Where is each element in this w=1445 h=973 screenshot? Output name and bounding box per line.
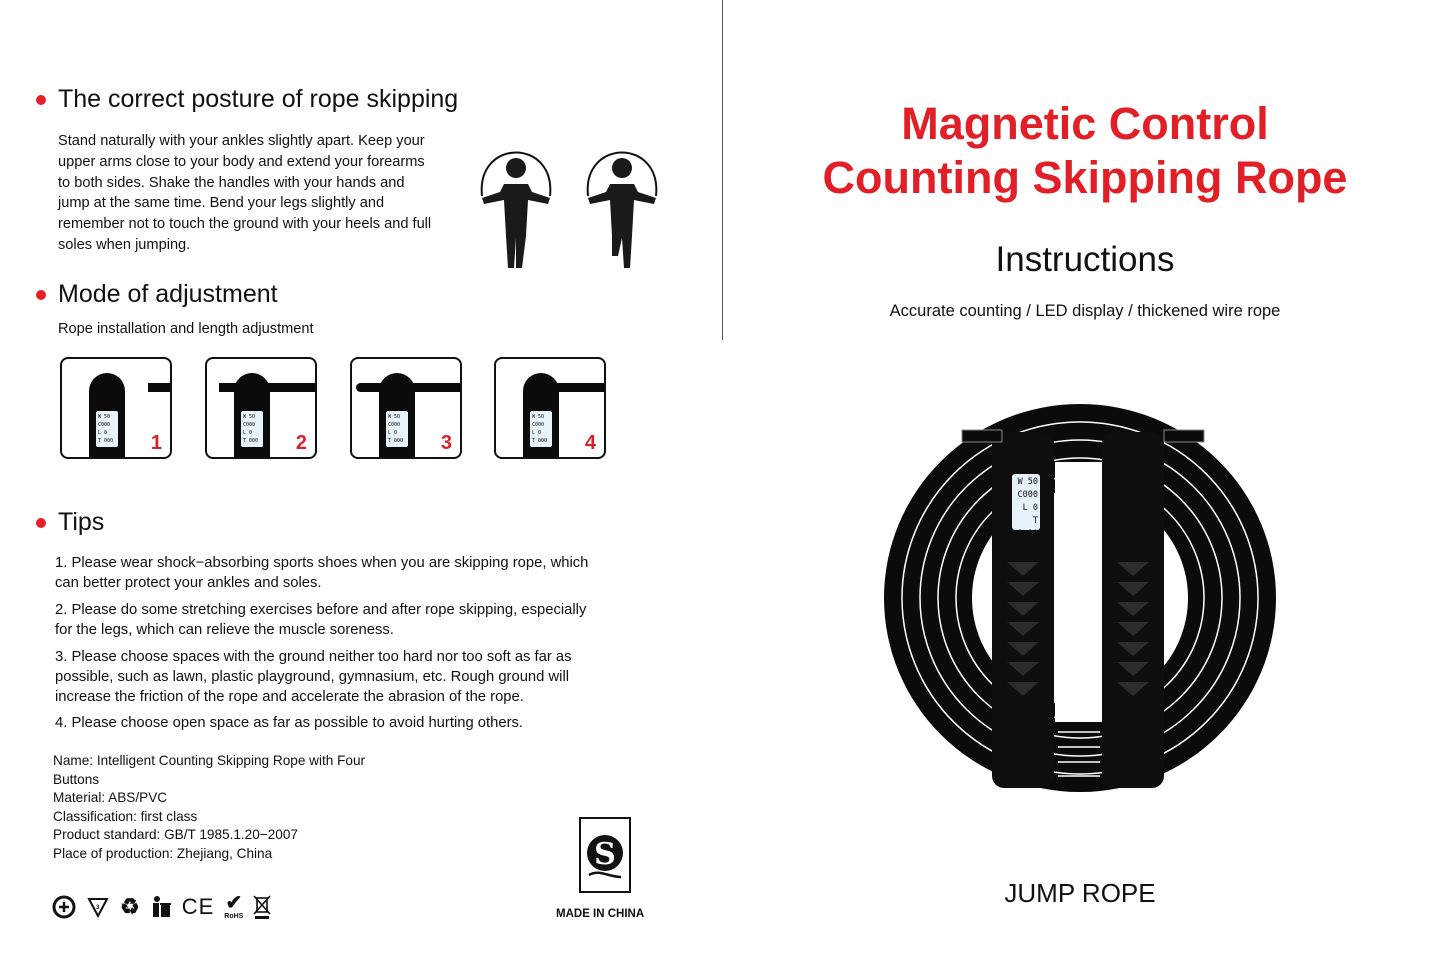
step-number: 2 — [295, 432, 307, 454]
instructions-heading: Instructions — [995, 240, 1175, 279]
jump-rope-footer: JUMP ROPE — [1004, 878, 1156, 908]
figure-both-feet-icon — [482, 153, 551, 269]
bullet-icon — [36, 518, 46, 528]
lcd-display: W 50 C000 L 0 T 000 — [241, 411, 263, 447]
posture-description: Stand naturally with your ankles slightly apart. Keep your upper arms close to your body and extend your forearms to both sides. Shake the handles with your hands and jump at the same time. Bend your legs slightly and remember not to touch the ground with your heels and full soles when jumping. — [58, 133, 432, 253]
rope-segment — [148, 383, 172, 392]
dispose-bin-icon — [150, 895, 172, 919]
qs-logo-icon — [581, 819, 629, 891]
adjustment-step-4 — [494, 357, 606, 459]
cert-mark-icon — [52, 895, 76, 919]
posture-heading: The correct posture of rope skipping — [36, 85, 458, 114]
weee-crossed-bin-icon — [253, 894, 271, 920]
step-number: 1 — [150, 432, 162, 454]
tip-item-4: 4. Please choose open space as far as possible to avoid hurting others. — [55, 715, 524, 731]
step-number: 3 — [440, 432, 452, 454]
jump-rope-product-image — [882, 402, 1278, 794]
shield-mark-icon — [86, 895, 110, 919]
certification-marks — [52, 893, 271, 920]
adjustment-subtitle: Rope installation and length adjustment — [58, 321, 314, 337]
lcd-display: W 50 C000 L 0 T 000 — [386, 411, 408, 447]
bullet-icon — [36, 95, 46, 105]
product-specs: Name: Intelligent Counting Skipping Rope with Four Buttons Material: ABS/PVC Classification: first class Product standard: GB/T 1985.1.20−2007 Place of production: Zhejiang, China — [53, 753, 366, 861]
svg-text:3: 3 — [96, 904, 100, 911]
tip-item-2: 2. Please do some stretching exercises before and after rope skipping, especially for the legs, which can relieve the muscle soreness. — [55, 602, 587, 638]
made-in-label: MADE IN CHINA — [556, 908, 645, 920]
adjustment-step-1 — [60, 357, 172, 459]
bullet-icon — [36, 290, 46, 300]
qs-logo — [579, 817, 631, 893]
lcd-display: W 50 C000 L 0 T 000 — [530, 411, 552, 447]
page-fold-divider — [722, 0, 723, 340]
lcd-display: W 50 C000 L 0 T 000 — [96, 411, 118, 447]
adjustment-heading: Mode of adjustment — [36, 280, 278, 309]
features-line: Accurate counting / LED display / thickened wire rope — [889, 302, 1281, 320]
recycle-icon: ♻ — [120, 893, 140, 919]
adjustment-step-2 — [205, 357, 317, 459]
product-lcd-display: W 50 C000 L 0 T 0:00 — [1012, 474, 1040, 530]
title-line-2: Counting Skipping Rope — [822, 152, 1348, 203]
ce-mark: CE — [181, 893, 215, 919]
checkmark-icon: ✔ — [225, 892, 243, 914]
tip-item-3: 3. Please choose spaces with the ground neither too hard nor too soft as far as possible, such as lawn, plastic playground, gymnasium, etc. Rough ground will increase the friction of the rope and accelerate the abrasion of the rope. — [55, 649, 572, 705]
figure-alternate-feet-icon — [588, 153, 657, 269]
tips-heading: Tips — [36, 508, 104, 537]
rohs-mark: ✔ RoHS — [224, 892, 244, 920]
svg-text:S: S — [594, 837, 616, 872]
step-number: 4 — [584, 432, 596, 454]
coiled-rope-icon — [882, 402, 1278, 794]
title-line-1: Magnetic Control — [901, 98, 1269, 149]
adjustment-step-3 — [350, 357, 462, 459]
jumping-figures-illustration — [470, 118, 670, 278]
tip-item-1: 1. Please wear shock−absorbing sports shoes when you are skipping rope, which can better protect your ankles and soles. — [55, 555, 589, 591]
